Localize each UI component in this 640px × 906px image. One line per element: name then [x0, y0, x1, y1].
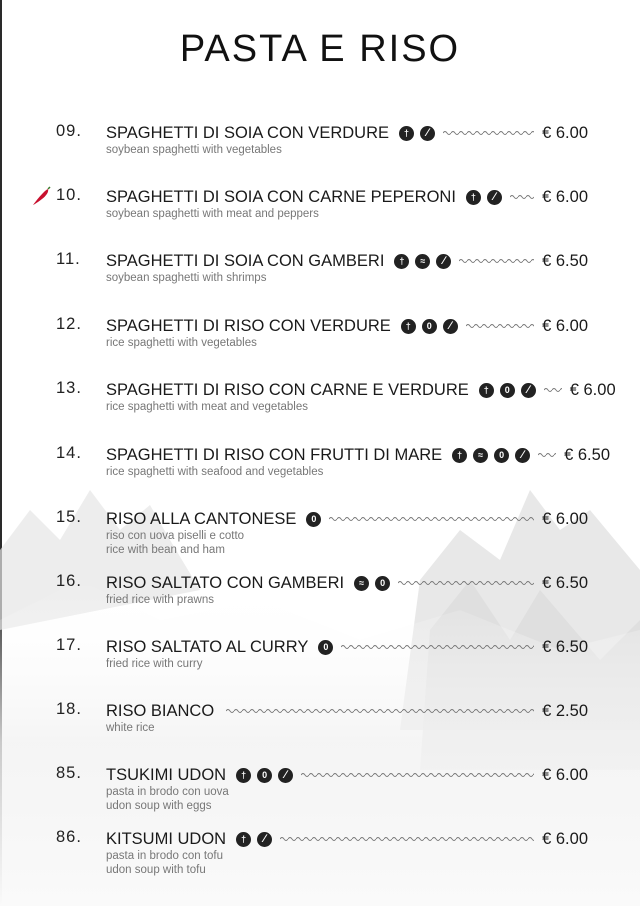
item-price: € 6.00 [542, 123, 588, 142]
item-main-line [106, 764, 588, 786]
item-description: pasta in brodo con uova [106, 786, 229, 798]
item-main-line [106, 828, 588, 850]
item-description: soybean spaghetti with shrimps [106, 272, 267, 284]
item-name: SPAGHETTI DI RISO CON VERDURE [106, 316, 391, 335]
item-name: SPAGHETTI DI RISO CON FRUTTI DI MARE [106, 445, 443, 464]
item-price: € 6.00 [542, 509, 588, 528]
item-price: € 2.50 [542, 701, 588, 720]
item-main-line [106, 572, 588, 594]
item-name: RISO SALTATO CON GAMBERI [106, 573, 345, 592]
wave-divider [329, 515, 534, 523]
item-price: € 6.50 [564, 445, 610, 464]
allergen-icons [230, 768, 293, 783]
item-name: SPAGHETTI DI SOIA CON VERDURE [106, 123, 389, 142]
allergen-icons [312, 640, 333, 655]
item-main-line [106, 379, 616, 401]
wheat-icon [452, 448, 467, 463]
item-main-line [106, 250, 588, 272]
chili-pepper-icon [30, 186, 52, 208]
gluten-icon [420, 126, 435, 141]
wave-divider [466, 322, 534, 330]
item-description: rice spaghetti with seafood and vegetables [106, 466, 324, 478]
shrimp-icon [354, 576, 369, 591]
egg-icon [375, 576, 390, 591]
item-main-line [106, 122, 588, 144]
item-name: SPAGHETTI DI SOIA CON CARNE PEPERONI [106, 187, 456, 206]
wave-divider [398, 579, 534, 587]
wheat-icon [466, 190, 481, 205]
item-price: € 6.00 [542, 765, 588, 784]
allergen-icons [395, 319, 458, 334]
item-description: rice spaghetti with meat and vegetables [106, 401, 309, 413]
item-description: rice spaghetti with vegetables [106, 337, 257, 349]
item-description: white rice [106, 722, 155, 734]
wheat-icon [479, 383, 494, 398]
egg-icon [257, 768, 272, 783]
wave-divider [280, 835, 534, 843]
item-main-line [106, 508, 588, 530]
gluten-icon [515, 448, 530, 463]
item-number: 14. [56, 444, 82, 462]
item-price: € 6.50 [542, 251, 588, 270]
item-number: 10. [56, 186, 82, 204]
item-main-line [106, 444, 610, 466]
item-main-line [106, 315, 588, 337]
egg-icon [500, 383, 515, 398]
item-name: SPAGHETTI DI SOIA CON GAMBERI [106, 251, 385, 270]
item-price: € 6.50 [542, 637, 588, 656]
item-number: 12. [56, 315, 82, 333]
allergen-icons [393, 126, 435, 141]
item-price: € 6.00 [542, 316, 588, 335]
wave-divider [510, 193, 534, 201]
item-number: 09. [56, 122, 82, 140]
item-number: 15. [56, 508, 82, 526]
wheat-icon [401, 319, 416, 334]
item-main-line [106, 186, 588, 208]
wheat-icon [399, 126, 414, 141]
item-number: 86. [56, 828, 82, 846]
item-name: SPAGHETTI DI RISO CON CARNE E VERDURE [106, 380, 469, 399]
egg-icon [422, 319, 437, 334]
egg-icon [494, 448, 509, 463]
wave-divider [443, 129, 534, 137]
gluten-icon [487, 190, 502, 205]
egg-icon [318, 640, 333, 655]
item-number: 16. [56, 572, 82, 590]
item-name: RISO SALTATO AL CURRY [106, 637, 309, 656]
item-price: € 6.00 [542, 829, 588, 848]
item-price: € 6.50 [542, 573, 588, 592]
item-name: TSUKIMI UDON [106, 765, 227, 784]
gluten-icon [257, 832, 272, 847]
wheat-icon [236, 768, 251, 783]
item-number: 11. [56, 250, 81, 268]
item-number: 13. [56, 379, 82, 397]
gluten-icon [436, 254, 451, 269]
item-description: fried rice with curry [106, 658, 203, 670]
allergen-icons [230, 832, 272, 847]
wave-divider [341, 643, 534, 651]
item-price: € 6.00 [569, 380, 616, 399]
wheat-icon [394, 254, 409, 269]
wave-divider [301, 771, 534, 779]
item-description: udon soup with tofu [106, 863, 206, 876]
item-name: RISO BIANCO [106, 701, 215, 720]
page-title: PASTA E RISO [179, 28, 461, 70]
item-name: KITSUMI UDON [106, 829, 227, 848]
allergen-icons [473, 383, 536, 398]
allergen-icons [300, 512, 321, 527]
wave-divider [544, 386, 562, 394]
item-name: RISO ALLA CANTONESE [106, 509, 297, 528]
item-main-line [106, 636, 588, 658]
item-description: fried rice with prawns [106, 594, 215, 606]
wave-divider [459, 257, 534, 265]
item-description: soybean spaghetti with meat and peppers [106, 208, 319, 220]
gluten-icon [278, 768, 293, 783]
item-description: rice with bean and ham [106, 543, 225, 556]
wave-divider [226, 707, 534, 715]
allergen-icons [460, 190, 502, 205]
gluten-icon [521, 383, 536, 398]
allergen-icons [446, 448, 530, 463]
item-description: riso con uova piselli e cotto [106, 530, 245, 542]
item-main-line [106, 700, 588, 722]
item-price: € 6.00 [542, 187, 588, 206]
gluten-icon [443, 319, 458, 334]
shrimp-icon [415, 254, 430, 269]
wheat-icon [236, 832, 251, 847]
item-number: 85. [56, 764, 82, 782]
item-description: soybean spaghetti with vegetables [106, 144, 282, 156]
item-description: udon soup with eggs [106, 799, 212, 812]
egg-icon [306, 512, 321, 527]
allergen-icons [348, 576, 390, 591]
wave-divider [538, 451, 556, 459]
item-number: 18. [56, 700, 82, 718]
allergen-icons [388, 254, 451, 269]
item-number: 17. [56, 636, 82, 654]
shrimp-icon [473, 448, 488, 463]
item-description: pasta in brodo con tofu [106, 850, 223, 862]
